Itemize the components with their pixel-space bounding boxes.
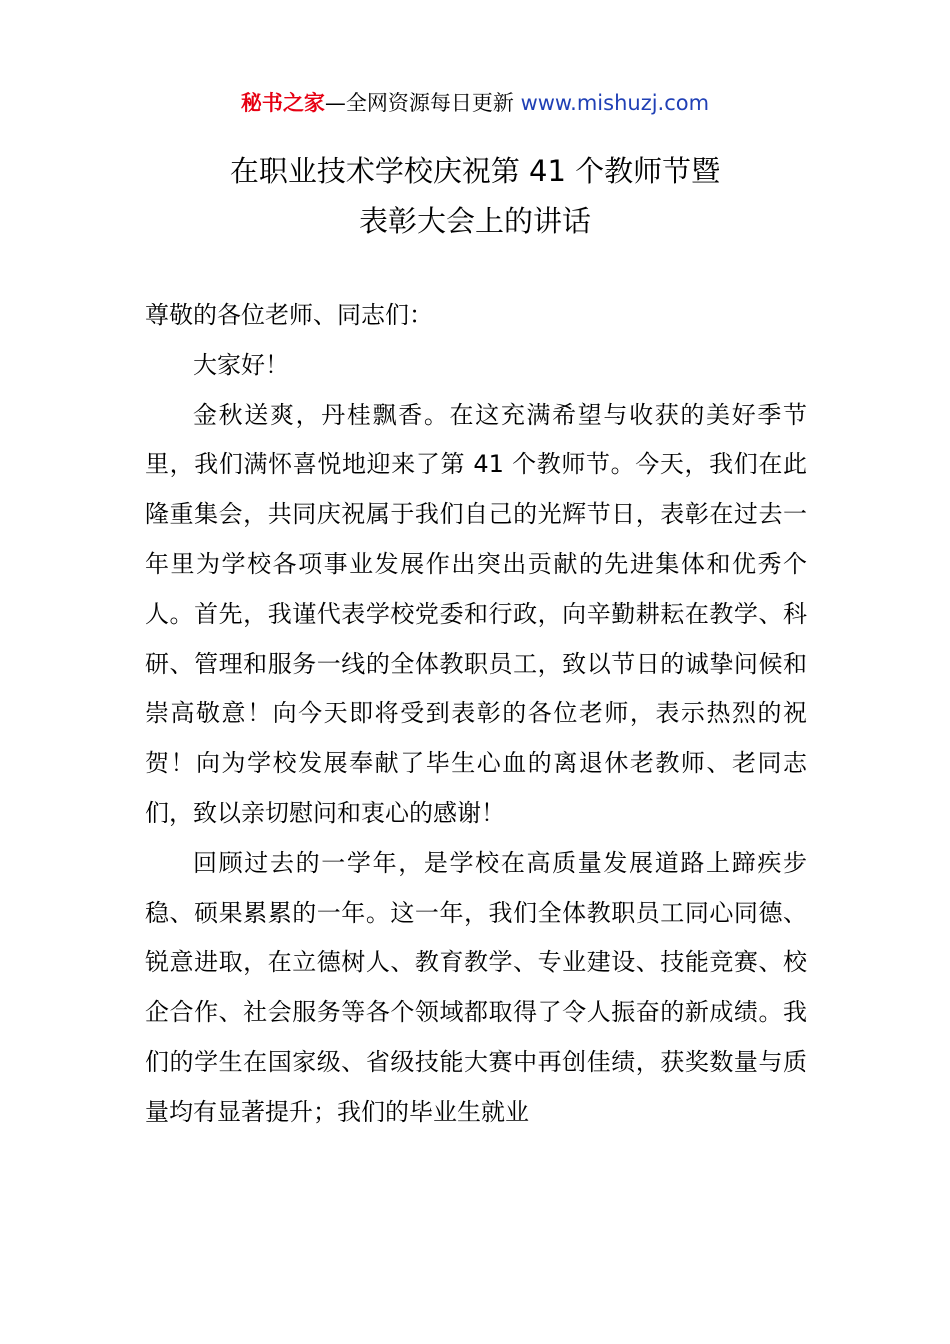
document-body [145,291,807,1138]
paragraph-review: 回顾过去的一学年，是学校在高质量发展道路上蹄疾步稳、硕果累累的一年。这一年，我们全体教职员工同心同德、锐意进取，在立德树人、教育教学、专业建设、技能竞赛、校企合作、社会服务等各个领域都取得了令人振奋的新成绩。我们的学生在国家级、省级技能大赛中再创佳绩，获奖数量与质量均有显著提升；我们的毕业生就业 [145,848,807,1126]
salutation: 尊敬的各位老师、同志们： [145,301,433,329]
paragraph-opening: 金秋送爽，丹桂飘香。在这充满希望与收获的美好季节里，我们满怀喜悦地迎来了第 41 个教师节。今天，我们在此隆重集会，共同庆祝属于我们自己的光辉节日，表彰在过去一年里为学校各项事业发展作出突出贡献的先进集体和优秀个人。首先，我谨代表学校党委和行政，向辛勤耕耘在教学、科研、管理和服务一线的全体教职员工，致以节日的诚挚问候和崇高敬意！向今天即将受到表彰的各位老师，表示热烈的祝贺！向为学校发展奉献了毕生心血的离退休老教师、老同志们，致以亲切慰问和衷心的感谢！ [145,400,807,827]
site-header [0,86,950,120]
header-tagline: —全网资源每日更新 [324,91,514,115]
title-line-2: 表彰大会上的讲话 [358,204,591,238]
paragraph-greeting: 大家好！ [193,350,289,379]
site-url-link[interactable]: www.mishuzj.com [520,91,710,115]
brand-name: 秘书之家 [240,91,325,115]
title-line-1: 在职业技术学校庆祝第 41 个教师节暨 [229,154,721,188]
document-title [0,146,950,246]
